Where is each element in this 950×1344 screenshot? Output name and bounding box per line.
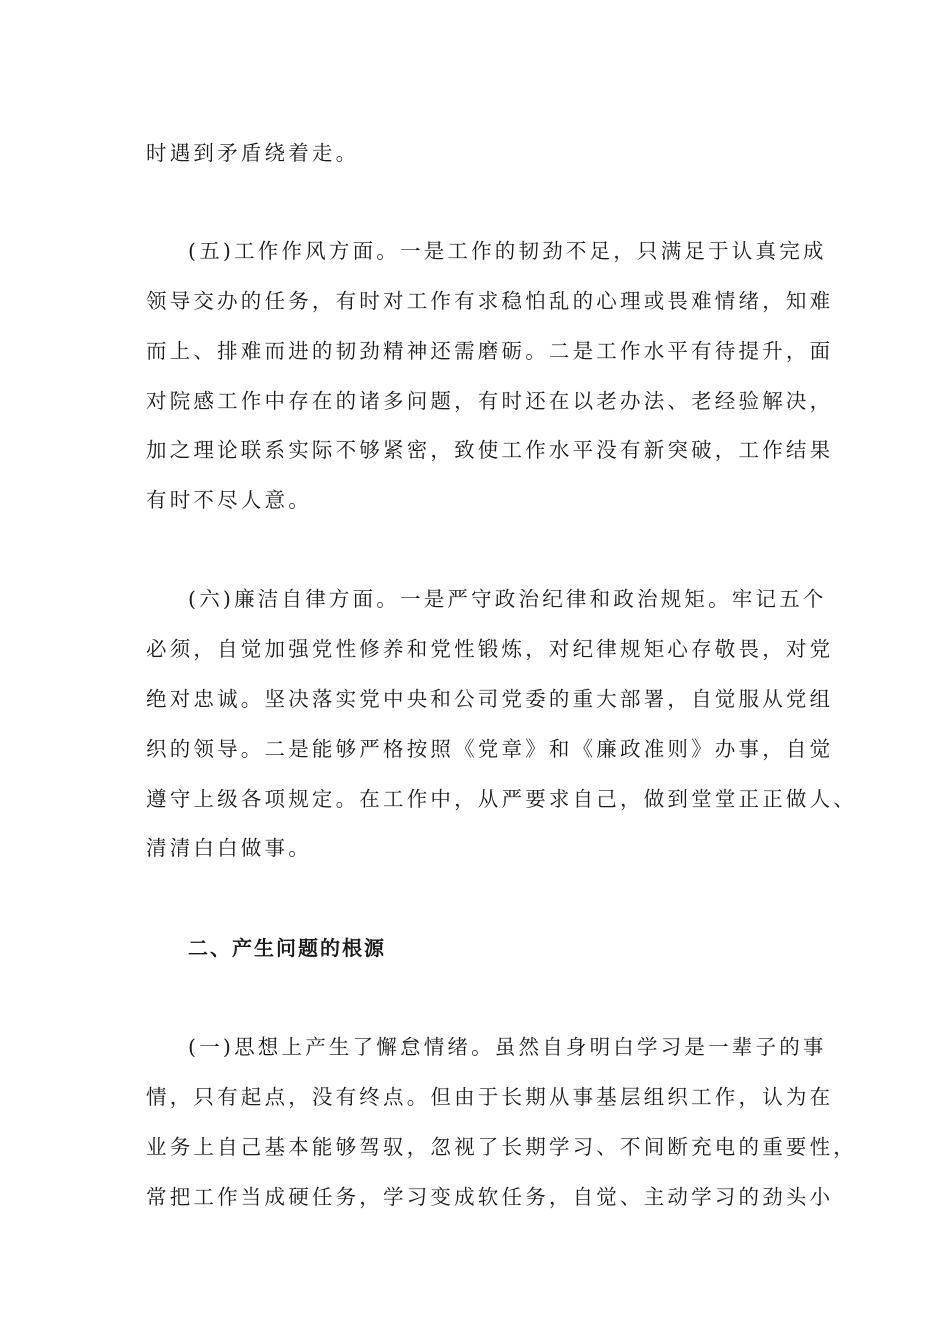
paragraph-line: 有时不尽人意。 xyxy=(146,488,312,512)
paragraph-line: 必须，自觉加强党性修养和党性锻炼，对纪律规矩心存敬畏，对党 xyxy=(146,637,834,661)
paragraph-line: (一)思想上产生了懈怠情绪。虽然自身明白学习是一辈子的事 xyxy=(188,1035,827,1059)
paragraph-line: 时遇到矛盾绕着走。 xyxy=(146,141,360,165)
paragraph-line: (五)工作作风方面。一是工作的韧劲不足，只满足于认真完成 xyxy=(188,239,827,263)
paragraph-line: 织的领导。二是能够严格按照《党章》和《廉政准则》办事，自觉 xyxy=(146,737,834,761)
paragraph-line: 清清白白做事。 xyxy=(146,836,312,860)
paragraph-line: 领导交办的任务，有时对工作有求稳怕乱的心理或畏难情绪，知难 xyxy=(146,289,834,313)
paragraph-line: 绝对忠诚。坚决落实党中央和公司党委的重大部署，自觉服从党组 xyxy=(146,687,834,711)
paragraph-line: 加之理论联系实际不够紧密，致使工作水平没有新突破，工作结果 xyxy=(146,438,834,462)
paragraph-line: (六)廉洁自律方面。一是严守政治纪律和政治规矩。牢记五个 xyxy=(188,587,827,611)
paragraph-line: 而上、排难而进的韧劲精神还需磨砺。二是工作水平有待提升，面 xyxy=(146,339,834,363)
paragraph-line: 对院感工作中存在的诸多问题，有时还在以老办法、老经验解决， xyxy=(146,389,834,413)
paragraph-line: 业务上自己基本能够驾驭，忽视了长期学习、不间断充电的重要性， xyxy=(146,1135,857,1159)
paragraph-line: 常把工作当成硬任务，学习变成软任务，自觉、主动学习的劲头小 xyxy=(146,1185,834,1209)
section-heading: 二、产生问题的根源 xyxy=(188,936,386,960)
paragraph-line: 遵守上级各项规定。在工作中，从严要求自己，做到堂堂正正做人、 xyxy=(146,787,857,811)
paragraph-line: 情，只有起点，没有终点。但由于长期从事基层组织工作，认为在 xyxy=(146,1085,834,1109)
